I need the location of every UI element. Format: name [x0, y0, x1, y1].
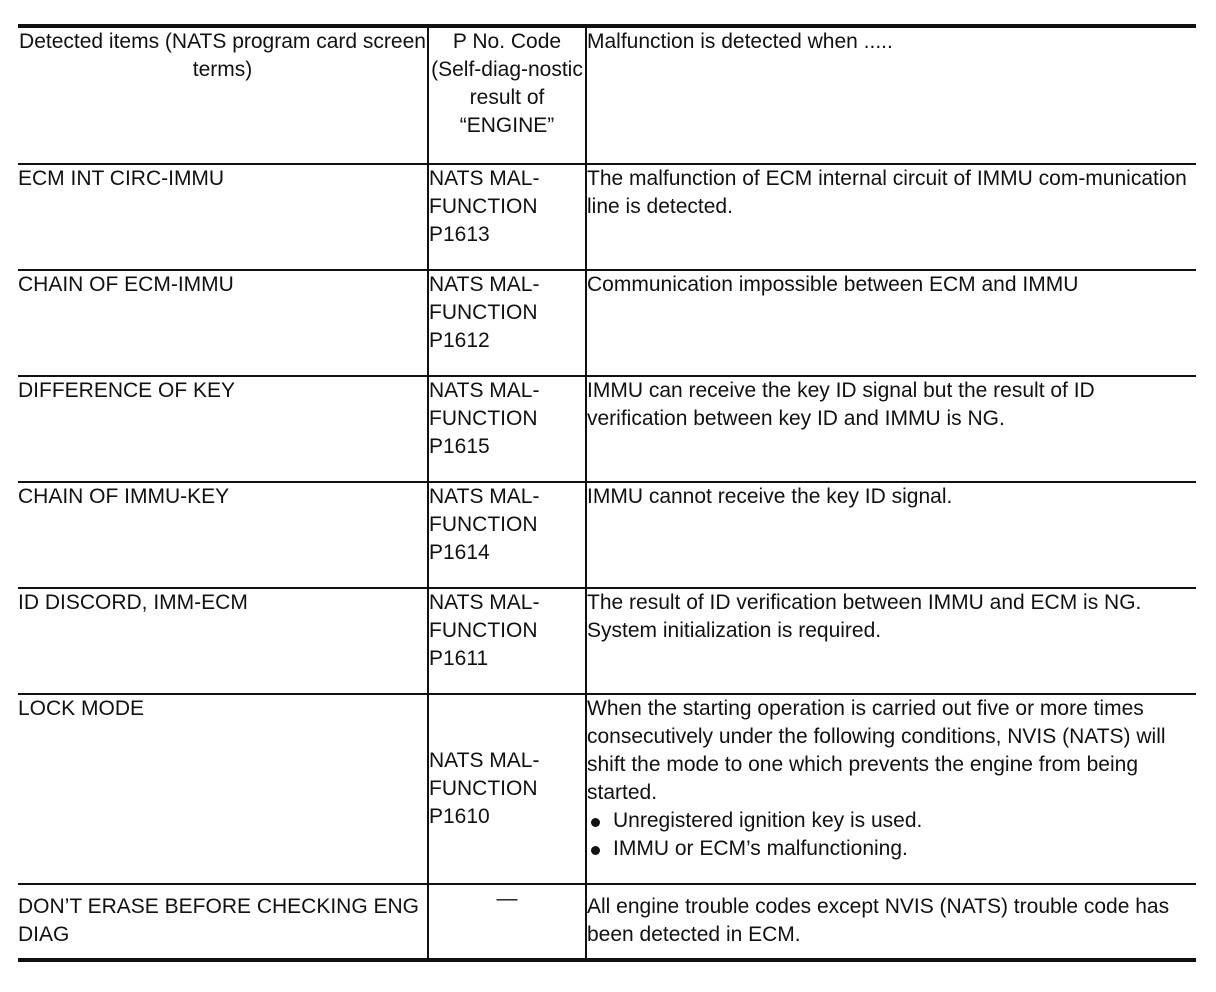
p-no-code [428, 694, 586, 884]
table-row [18, 376, 1196, 482]
table-row [18, 482, 1196, 588]
malfunction-condition: IMMU cannot receive the key ID signal. [586, 482, 1196, 588]
malfunction-condition: The result of ID verification between IMMU and ECM is NG. System initialization is required. [586, 588, 1196, 694]
header-detected-items: Detected items (NATS program card screen terms) [18, 26, 428, 164]
malfunction-condition: IMMU can receive the key ID signal but the result of ID verification between key ID and IMMU is NG. [586, 376, 1196, 482]
p-no-code-dash: — [428, 884, 586, 960]
header-malfunction-condition: Malfunction is detected when ..... [586, 26, 1196, 164]
malfunction-condition [586, 694, 1196, 884]
code-line: NATS MAL- [429, 485, 540, 508]
code-line: P1610 [429, 805, 490, 828]
lock-mode-description: When the starting operation is carried out five or more times consecutively under the following conditions, NVIS (NATS) will shift the mode to one which prevents the engine from being started. [587, 697, 1166, 804]
header-p-no-code: P No. Code (Self-diag-nostic result of “ENGINE” [428, 26, 586, 164]
detected-item: LOCK MODE [18, 694, 428, 884]
code-line: P1613 [429, 223, 490, 246]
detected-item: CHAIN OF ECM-IMMU [18, 270, 428, 376]
code-line: P1612 [429, 329, 490, 352]
detected-item: DON’T ERASE BEFORE CHECKING ENG DIAG [18, 884, 428, 960]
detected-item: ID DISCORD, IMM-ECM [18, 588, 428, 694]
p-no-code [428, 270, 586, 376]
table-row [18, 588, 1196, 694]
code-line: FUNCTION [429, 407, 538, 430]
document-page [18, 24, 1196, 962]
table-row [18, 884, 1196, 960]
code-line: FUNCTION [429, 195, 538, 218]
malfunction-condition: All engine trouble codes except NVIS (NATS) trouble code has been detected in ECM. [586, 884, 1196, 960]
code-line: FUNCTION [429, 301, 538, 324]
list-item: Unregistered ignition key is used. [587, 807, 1196, 835]
code-line: P1614 [429, 541, 490, 564]
table-row [18, 270, 1196, 376]
detected-item: ECM INT CIRC-IMMU [18, 164, 428, 270]
code-line: NATS MAL- [429, 749, 540, 772]
detected-item: CHAIN OF IMMU-KEY [18, 482, 428, 588]
table-row [18, 164, 1196, 270]
code-line: FUNCTION [429, 513, 538, 536]
p-no-code [428, 376, 586, 482]
malfunction-condition: The malfunction of ECM internal circuit of IMMU com-munication line is detected. [586, 164, 1196, 270]
code-line: FUNCTION [429, 777, 538, 800]
list-item: IMMU or ECM’s malfunctioning. [587, 835, 1196, 863]
code-line: NATS MAL- [429, 273, 540, 296]
table-row [18, 694, 1196, 884]
malfunction-condition: Communication impossible between ECM and IMMU [586, 270, 1196, 376]
detected-item: DIFFERENCE OF KEY [18, 376, 428, 482]
code-line: FUNCTION [429, 619, 538, 642]
condition-bullet-list [587, 807, 1196, 863]
nats-malfunction-table [18, 24, 1196, 962]
code-line: P1611 [429, 647, 489, 670]
p-no-code [428, 588, 586, 694]
table-header-row [18, 26, 1196, 164]
code-line: NATS MAL- [429, 167, 540, 190]
code-line: NATS MAL- [429, 379, 540, 402]
code-line: P1615 [429, 435, 490, 458]
p-no-code [428, 482, 586, 588]
code-line: NATS MAL- [429, 591, 540, 614]
p-no-code [428, 164, 586, 270]
